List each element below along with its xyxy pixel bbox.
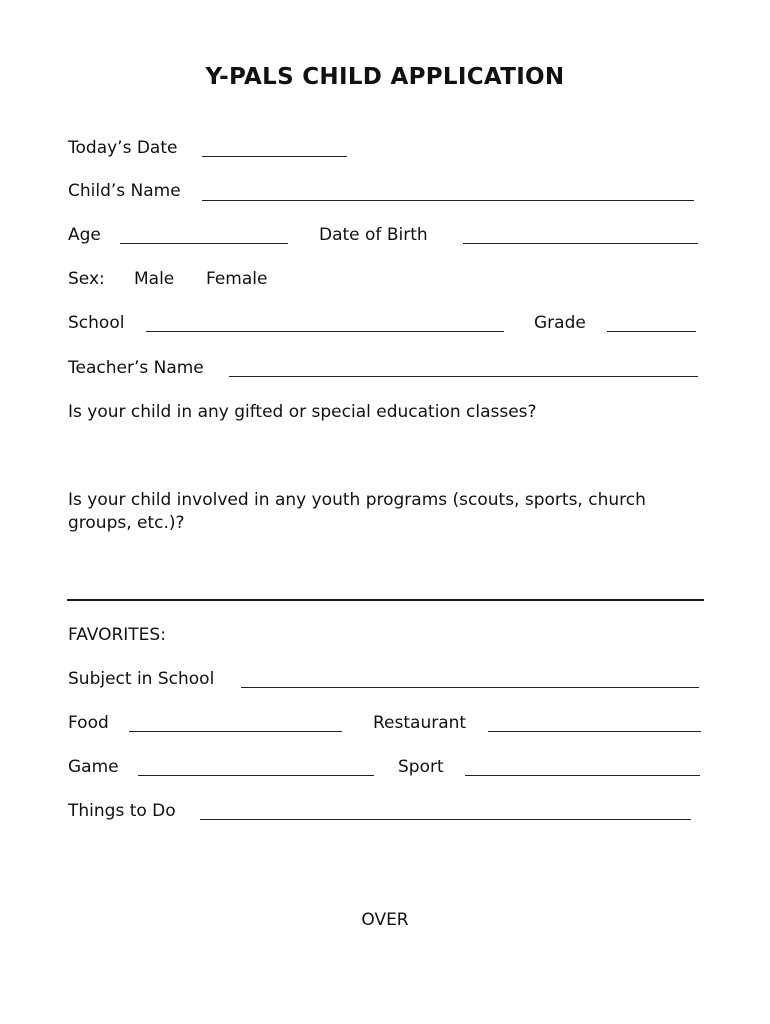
things-to-do-field[interactable] (200, 819, 691, 820)
todays-date-field[interactable] (202, 156, 347, 157)
restaurant-field[interactable] (488, 731, 701, 732)
sex-option-male[interactable]: Male (134, 269, 175, 289)
game-field[interactable] (138, 775, 374, 776)
age-label: Age (68, 225, 101, 245)
section-divider (67, 599, 704, 601)
food-label: Food (68, 713, 109, 733)
todays-date-label: Today’s Date (68, 138, 178, 158)
childs-name-field[interactable] (202, 200, 694, 201)
things-to-do-label: Things to Do (68, 801, 176, 821)
grade-label: Grade (534, 313, 586, 333)
restaurant-label: Restaurant (373, 713, 467, 733)
childs-name-label: Child’s Name (68, 181, 181, 201)
gifted-question: Is your child in any gifted or special education classes? (68, 402, 537, 422)
school-label: School (68, 313, 125, 333)
youth-programs-question: Is your child involved in any youth programs (scouts, sports, church groups, etc.)? (68, 490, 646, 533)
game-label: Game (68, 757, 119, 777)
sport-field[interactable] (465, 775, 700, 776)
page-title: Y-PALS CHILD APPLICATION (205, 64, 565, 90)
dob-field[interactable] (463, 243, 698, 244)
dob-label: Date of Birth (319, 225, 428, 245)
sex-option-female[interactable]: Female (206, 269, 268, 289)
school-field[interactable] (146, 331, 504, 332)
grade-field[interactable] (607, 331, 696, 332)
over-note: OVER (361, 910, 409, 930)
subject-field[interactable] (241, 687, 699, 688)
age-field[interactable] (120, 243, 288, 244)
subject-label: Subject in School (68, 669, 215, 689)
sport-label: Sport (398, 757, 444, 777)
teacher-name-label: Teacher’s Name (68, 358, 204, 378)
sex-label: Sex: (68, 269, 105, 289)
favorites-heading: FAVORITES: (68, 625, 166, 645)
teacher-name-field[interactable] (229, 376, 698, 377)
food-field[interactable] (129, 731, 342, 732)
